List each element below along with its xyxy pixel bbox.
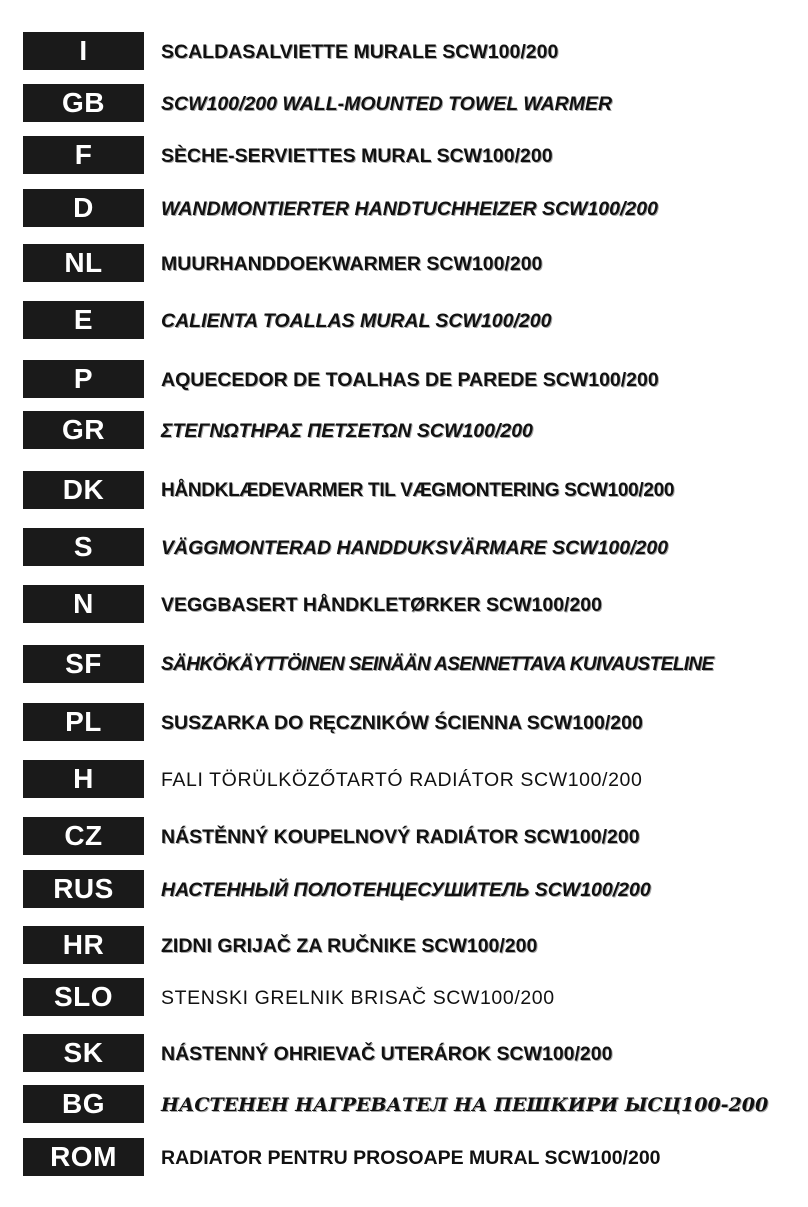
product-title: ZIDNI GRIJAČ ZA RUČNIKE SCW100/200 — [161, 935, 538, 957]
language-code-badge: D — [23, 189, 144, 227]
product-title: FALI TÖRÜLKÖZŐTARTÓ RADIÁTOR SCW100/200 — [161, 769, 643, 791]
language-row-d — [0, 189, 808, 227]
language-row-nl — [0, 244, 808, 282]
language-code-badge: F — [23, 136, 144, 174]
product-title: SCW100/200 WALL-MOUNTED TOWEL WARMER — [161, 93, 613, 115]
language-code-badge: GR — [23, 411, 144, 449]
language-code-badge: HR — [23, 926, 144, 964]
language-row-sf — [0, 645, 808, 683]
language-code-badge: SK — [23, 1034, 144, 1072]
product-title: SÄHKÖKÄYTTÖINEN SEINÄÄN ASENNETTAVA KUIVAUSTELINE — [161, 654, 714, 675]
product-title: NÁSTĚNNÝ KOUPELNOVÝ RADIÁTOR SCW100/200 — [161, 826, 640, 848]
language-row-pl — [0, 703, 808, 741]
language-code-badge: DK — [23, 471, 144, 509]
language-code-badge: BG — [23, 1085, 144, 1123]
product-title: MUURHANDDOEKWARMER SCW100/200 — [161, 253, 543, 275]
product-title: STENSKI GRELNIK BRISAČ SCW100/200 — [161, 987, 555, 1009]
language-row-slo — [0, 978, 808, 1016]
product-title: VEGGBASERT HÅNDKLETØRKER SCW100/200 — [161, 594, 602, 616]
language-code-badge: CZ — [23, 817, 144, 855]
language-row-rom — [0, 1138, 808, 1176]
language-code-badge: RUS — [23, 870, 144, 908]
language-row-n — [0, 585, 808, 623]
language-row-hr — [0, 926, 808, 964]
product-title: SUSZARKA DO RĘCZNIKÓW ŚCIENNA SCW100/200 — [161, 712, 643, 734]
language-code-badge: SF — [23, 645, 144, 683]
product-title: SÈCHE-SERVIETTES MURAL SCW100/200 — [161, 145, 553, 167]
language-row-s — [0, 528, 808, 566]
language-row-dk — [0, 471, 808, 509]
language-code-badge: I — [23, 32, 144, 70]
language-code-badge: S — [23, 528, 144, 566]
language-code-badge: H — [23, 760, 144, 798]
product-title: SCALDASALVIETTE MURALE SCW100/200 — [161, 41, 559, 63]
product-title: VÄGGMONTERAD HANDDUKSVÄRMARE SCW100/200 — [161, 537, 669, 559]
product-title: ΣΤΕΓΝΩΤΗΡΑΣ ΠΕΤΣΕΤΩΝ SCW100/200 — [161, 420, 533, 442]
language-code-badge: PL — [23, 703, 144, 741]
product-title: WANDMONTIERTER HANDTUCHHEIZER SCW100/200 — [161, 198, 658, 220]
language-code-badge: N — [23, 585, 144, 623]
language-row-gr — [0, 411, 808, 449]
product-title: НАСТЕНЕН НАГРЕВАТЕЛ НА ПЕШКИРИ ЫСЦ100-200 — [161, 1094, 769, 1116]
product-title: AQUECEDOR DE TOALHAS DE PAREDE SCW100/200 — [161, 369, 659, 391]
language-row-rus — [0, 870, 808, 908]
product-title: RADIATOR PENTRU PROSOAPE MURAL SCW100/200 — [161, 1147, 661, 1169]
language-code-badge: E — [23, 301, 144, 339]
product-title: CALIENTA TOALLAS MURAL SCW100/200 — [161, 310, 552, 332]
language-code-badge: ROM — [23, 1138, 144, 1176]
language-row-gb — [0, 84, 808, 122]
language-row-cz — [0, 817, 808, 855]
language-row-bg — [0, 1085, 808, 1123]
language-row-sk — [0, 1034, 808, 1072]
language-code-badge: NL — [23, 244, 144, 282]
language-row-f — [0, 136, 808, 174]
language-row-i — [0, 32, 808, 70]
language-code-badge: P — [23, 360, 144, 398]
language-row-h — [0, 760, 808, 798]
language-code-badge: GB — [23, 84, 144, 122]
language-row-e — [0, 301, 808, 339]
product-title: НАСТЕННЫЙ ПОЛОТЕНЦЕСУШИТЕЛЬ SCW100/200 — [161, 879, 651, 901]
product-title: HÅNDKLÆDEVARMER TIL VÆGMONTERING SCW100/200 — [161, 480, 675, 501]
language-row-p — [0, 360, 808, 398]
product-title: NÁSTENNÝ OHRIEVAČ UTERÁROK SCW100/200 — [161, 1043, 613, 1065]
language-code-badge: SLO — [23, 978, 144, 1016]
